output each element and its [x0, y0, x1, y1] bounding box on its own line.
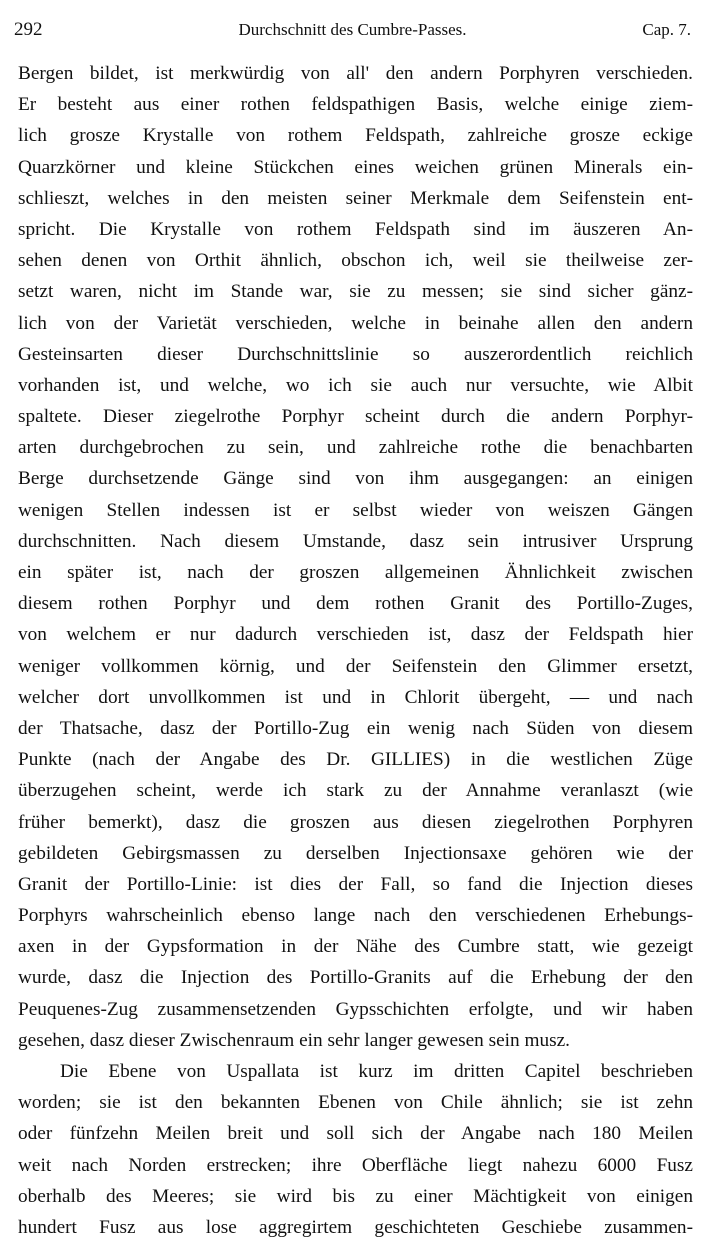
text-line: gebildeten Gebirgsmassen zu derselben Injectionsaxe gehören wie der [18, 842, 693, 864]
paragraph [18, 58, 693, 1056]
text-line: axen in der Gypsformation in der Nähe des Cumbre statt, wie gezeigt [18, 936, 693, 958]
text-line: weit nach Norden erstrecken; ihre Oberfläche liegt nahezu 6000 Fusz [18, 1154, 693, 1176]
text-line: Granit der Portillo-Linie: ist dies der Fall, so fand die Injection dieses [18, 873, 693, 895]
text-line: durchschnitten. Nach diesem Umstande, dasz sein intrusiver Ursprung [18, 530, 693, 552]
text-line: gesehen, dasz dieser Zwischenraum ein sehr langer gewesen sein musz. [18, 1029, 570, 1051]
page-header [14, 18, 691, 42]
text-line: sehen denen von Orthit ähnlich, obschon ich, weil sie theilweise zer- [18, 250, 693, 272]
text-line: spaltete. Dieser ziegelrothe Porphyr scheint durch die andern Porphyr- [18, 406, 693, 428]
text-line: Er besteht aus einer rothen feldspathigen Basis, welche einige ziem- [18, 94, 693, 116]
text-line: spricht. Die Krystalle von rothem Feldspath sind im äuszeren An- [18, 218, 693, 240]
text-line: früher bemerkt), dasz die groszen aus diesen ziegelrothen Porphyren [18, 811, 693, 833]
text-line: hundert Fusz aus lose aggregirtem geschichteten Geschiebe zusammen- [18, 1216, 693, 1238]
text-line: Bergen bildet, ist merkwürdig von all' den andern Porphyren verschieden. [18, 63, 693, 84]
text-line: der Thatsache, dasz der Portillo-Zug ein wenig nach Süden von diesem [18, 717, 693, 739]
text-line: Gesteinsarten dieser Durchschnittslinie so auszerordentlich reichlich [18, 343, 693, 365]
text-line: Punkte (nach der Angabe des Dr. GILLIES) in die westlichen Züge [18, 749, 693, 771]
text-line: welcher dort unvollkommen ist und in Chlorit übergeht, — und nach [18, 686, 693, 708]
page-number: 292 [14, 19, 43, 40]
body-text [18, 58, 693, 1243]
text-line: von welchem er nur dadurch verschieden ist, dasz der Feldspath hier [18, 624, 693, 646]
text-line: Peuquenes-Zug zusammensetzenden Gypsschichten erfolgte, und wir haben [18, 998, 693, 1020]
text-line: worden; sie ist den bekannten Ebenen von Chile ähnlich; sie ist zehn [18, 1092, 693, 1114]
text-line: ein später ist, nach der groszen allgemeinen Ähnlichkeit zwischen [18, 562, 693, 583]
text-line: Die Ebene von Uspallata ist kurz im dritten Capitel beschrieben [60, 1061, 693, 1082]
text-line: schlieszt, welches in den meisten seiner Merkmale dem Seifenstein ent- [18, 187, 693, 209]
text-line: vorhanden ist, und welche, wo ich sie auch nur versuchte, wie Albit [18, 374, 693, 396]
text-line: oberhalb des Meeres; sie wird bis zu einer Mächtigkeit von einigen [18, 1185, 693, 1207]
text-line: wenigen Stellen indessen ist er selbst wieder von weiszen Gängen [18, 499, 693, 521]
text-line: lich grosze Krystalle von rothem Feldspath, zahlreiche grosze eckige [18, 125, 693, 147]
text-line: diesem rothen Porphyr und dem rothen Granit des Portillo-Zuges, [18, 593, 693, 615]
text-line: oder fünfzehn Meilen breit und soll sich der Angabe nach 180 Meilen [18, 1123, 693, 1145]
text-line: weniger vollkommen körnig, und der Seifenstein den Glimmer ersetzt, [18, 655, 693, 677]
paragraph [18, 1056, 693, 1243]
text-line: wurde, dasz die Injection des Portillo-Granits auf die Erhebung der den [18, 967, 693, 989]
text-line: Berge durchsetzende Gänge sind von ihm ausgegangen: an einigen [18, 468, 693, 490]
running-title: Durchschnitt des Cumbre-Passes. [238, 20, 467, 39]
text-line: arten durchgebrochen zu sein, und zahlreiche rothe die benachbarten [18, 437, 693, 459]
text-line: Porphyrs wahrscheinlich ebenso lange nach den verschiedenen Erhebungs- [18, 905, 693, 927]
text-line: überzugehen scheint, werde ich stark zu der Annahme veranlaszt (wie [18, 780, 693, 802]
chapter-label: Cap. 7. [642, 20, 691, 39]
text-line: Quarzkörner und kleine Stückchen eines weichen grünen Minerals ein- [18, 156, 693, 178]
text-line: lich von der Varietät verschieden, welche in beinahe allen den andern [18, 312, 693, 334]
text-line: setzt waren, nicht im Stande war, sie zu messen; sie sind sicher gänz- [18, 281, 693, 303]
